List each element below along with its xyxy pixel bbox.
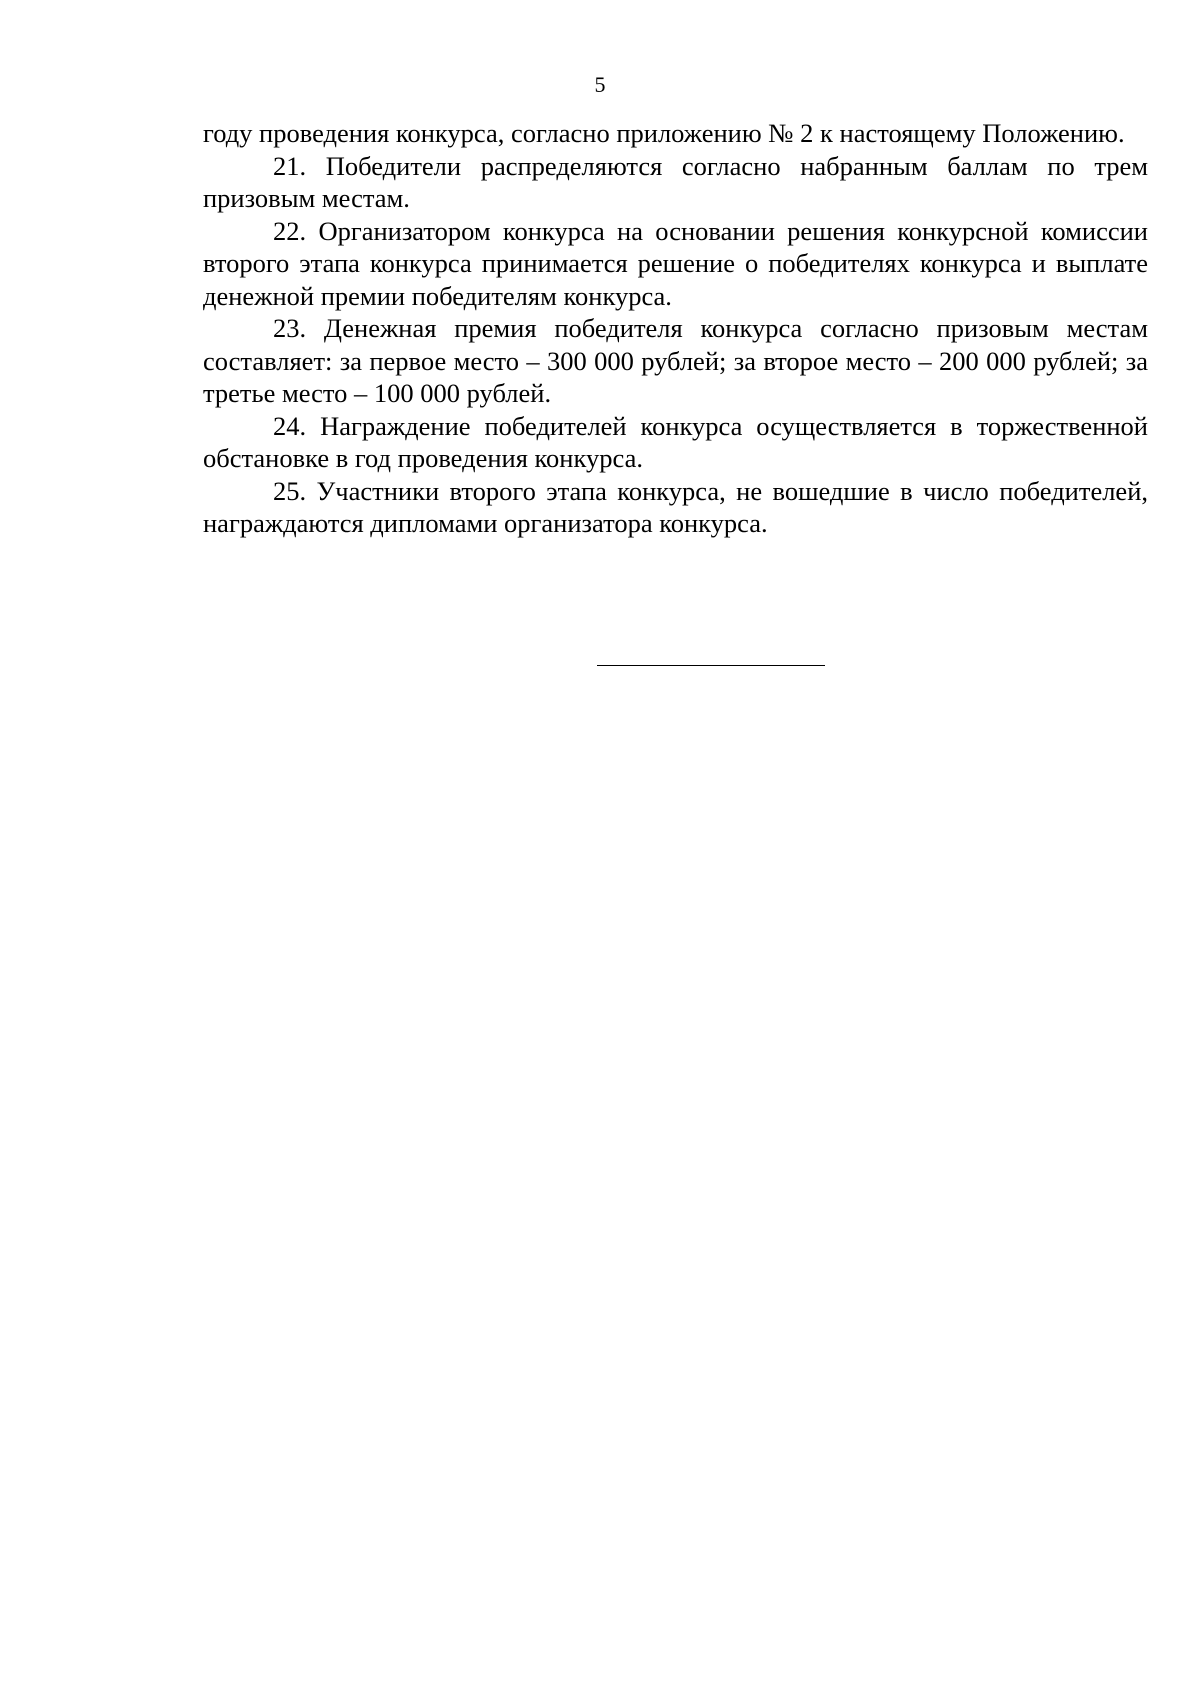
paragraph-item-24: 24. Награждение победителей конкурса осуществляется в торжественной обстановке в год проведения конкурса.	[203, 410, 1148, 473]
paragraph-item-22: 22. Организатором конкурса на основании решения конкурсной комиссии второго этапа конкурса принимается решение о победителях конкурса и выплате денежной премии победителям конкурса.	[203, 215, 1148, 311]
document-body	[203, 117, 1148, 540]
paragraph-continuation: году проведения конкурса, согласно приложению № 2 к настоящему Положению.	[203, 118, 1125, 148]
end-separator-line	[597, 665, 825, 666]
page-number: 5	[594, 72, 606, 97]
paragraph-item-25: 25. Участники второго этапа конкурса, не вошедшие в число победителей, награждаются дипломами организатора конкурса.	[203, 475, 1148, 538]
paragraph-item-23: 23. Денежная премия победителя конкурса согласно призовым местам составляет: за первое место – 300 000 рублей; за второе место – 200 000 рублей; за третье место – 100 000 рублей.	[203, 313, 1148, 408]
paragraph-item-21: 21. Победители распределяются согласно набранным баллам по трем призовым местам.	[203, 150, 1148, 213]
